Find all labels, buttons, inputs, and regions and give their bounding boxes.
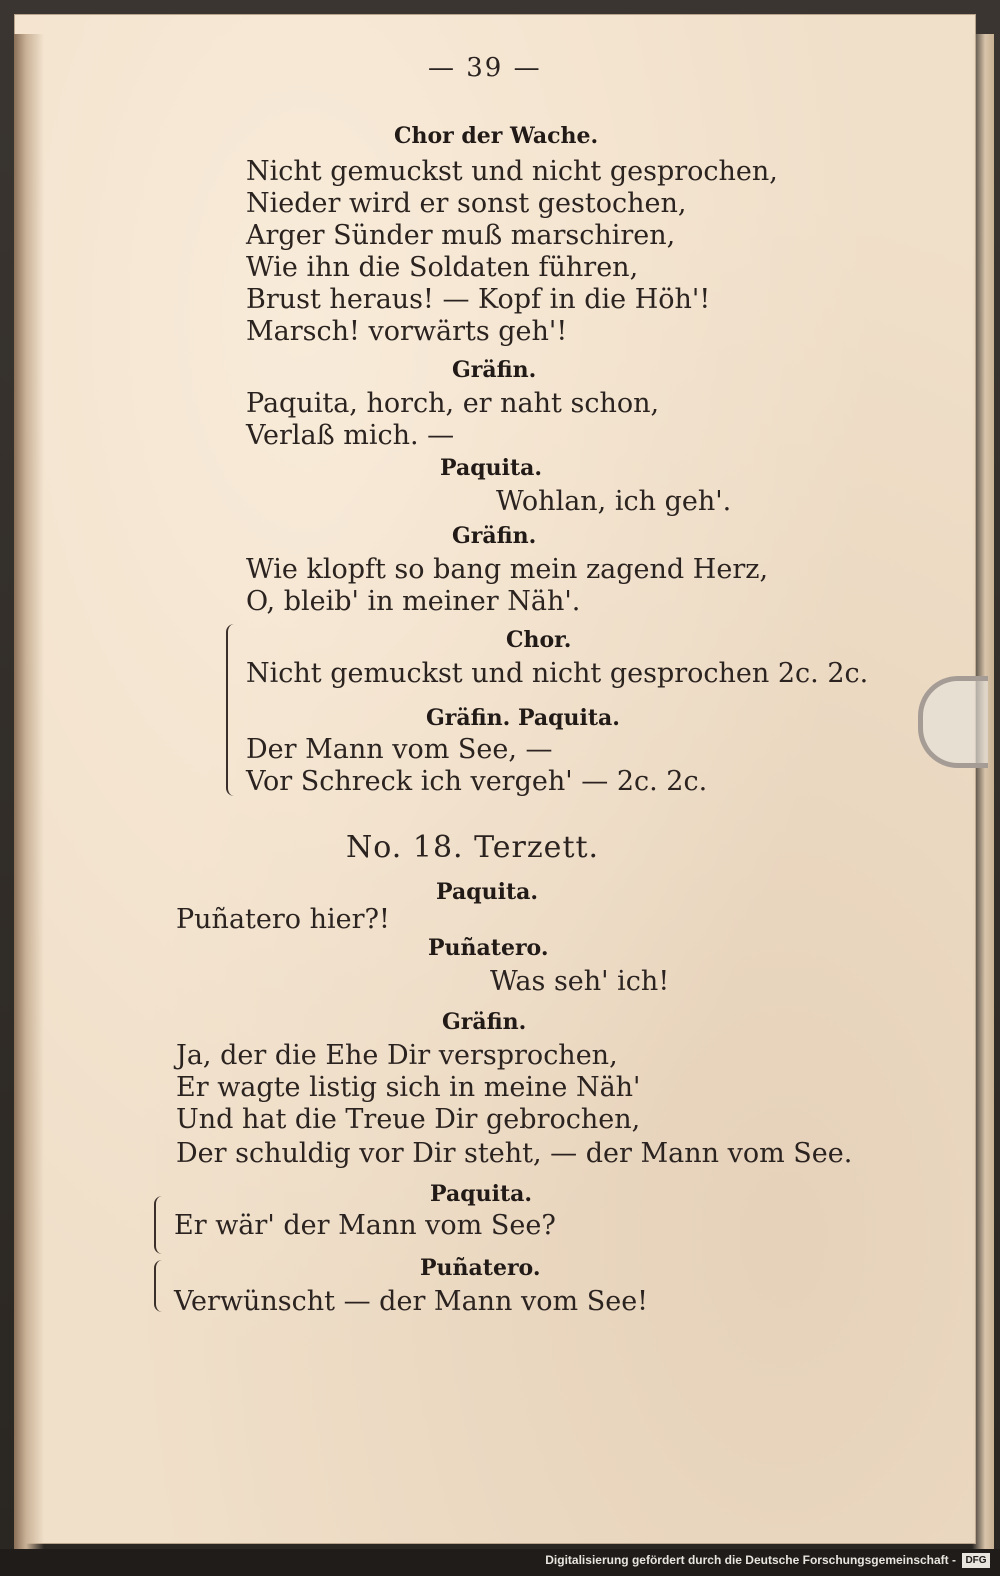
section-title: No. 18. Terzett. bbox=[346, 830, 600, 865]
verse-line: Verlaß mich. — bbox=[246, 420, 455, 451]
verse-line: Er wagte listig sich in meine Näh' bbox=[176, 1072, 641, 1103]
verse-line: Puñatero hier?! bbox=[176, 904, 390, 935]
speaker-name: Puñatero. bbox=[428, 935, 549, 961]
funding-credit: Digitalisierung gefördert durch die Deutsche Forschungsgemeinschaft - bbox=[545, 1553, 956, 1567]
verse-line: Der schuldig vor Dir steht, — der Mann vom See. bbox=[176, 1138, 853, 1169]
speaker-name: Gräfin. bbox=[452, 357, 537, 383]
verse-line: Marsch! vorwärts geh'! bbox=[246, 316, 568, 347]
page-edge bbox=[972, 34, 994, 1554]
verse-line: Arger Sünder muß marschiren, bbox=[246, 220, 676, 251]
verse-line: Und hat die Treue Dir gebrochen, bbox=[176, 1104, 641, 1135]
page-binding-shadow bbox=[14, 34, 44, 1554]
speaker-name: Gräfin. bbox=[442, 1009, 527, 1035]
verse-line: Der Mann vom See, — bbox=[246, 734, 553, 765]
verse-line: Nieder wird er sonst gestochen, bbox=[246, 188, 687, 219]
verse-line: Er wär' der Mann vom See? bbox=[174, 1210, 556, 1241]
speaker-heading: Chor der Wache. bbox=[394, 123, 599, 149]
speaker-name: Paquita. bbox=[430, 1181, 533, 1207]
verse-line: Paquita, horch, er naht schon, bbox=[246, 388, 660, 419]
speaker-name: Puñatero. bbox=[420, 1255, 541, 1281]
speaker-name: Gräfin. bbox=[452, 523, 537, 549]
bracket bbox=[154, 1260, 164, 1312]
verse-line: Nicht gemuckst und nicht gesprochen, bbox=[246, 156, 778, 187]
verse-line: Verwünscht — der Mann vom See! bbox=[174, 1286, 649, 1317]
verse-line: Ja, der die Ehe Dir versprochen, bbox=[176, 1040, 618, 1071]
verse-line: Wie klopft so bang mein zagend Herz, bbox=[246, 554, 769, 585]
dfg-logo: DFG bbox=[962, 1553, 990, 1568]
paper-clip bbox=[918, 676, 988, 768]
speaker-name: Paquita. bbox=[436, 879, 539, 905]
verse-line: Was seh' ich! bbox=[490, 966, 670, 997]
speaker-name: Gräfin. Paquita. bbox=[426, 705, 620, 731]
bracket bbox=[226, 624, 238, 796]
page-number: — 39 — bbox=[428, 53, 542, 83]
verse-line: Brust heraus! — Kopf in die Höh'! bbox=[246, 284, 711, 315]
verse-line: Wie ihn die Soldaten führen, bbox=[246, 252, 639, 283]
speaker-name: Paquita. bbox=[440, 455, 543, 481]
verse-line: Wohlan, ich geh'. bbox=[496, 486, 732, 517]
verse-line: O, bleib' in meiner Näh'. bbox=[246, 586, 581, 617]
bracket bbox=[154, 1196, 164, 1254]
verse-line: Vor Schreck ich vergeh' — 2c. 2c. bbox=[246, 766, 708, 797]
verse-line: Nicht gemuckst und nicht gesprochen 2c. 2c. bbox=[246, 658, 869, 689]
speaker-name: Chor. bbox=[506, 627, 572, 653]
